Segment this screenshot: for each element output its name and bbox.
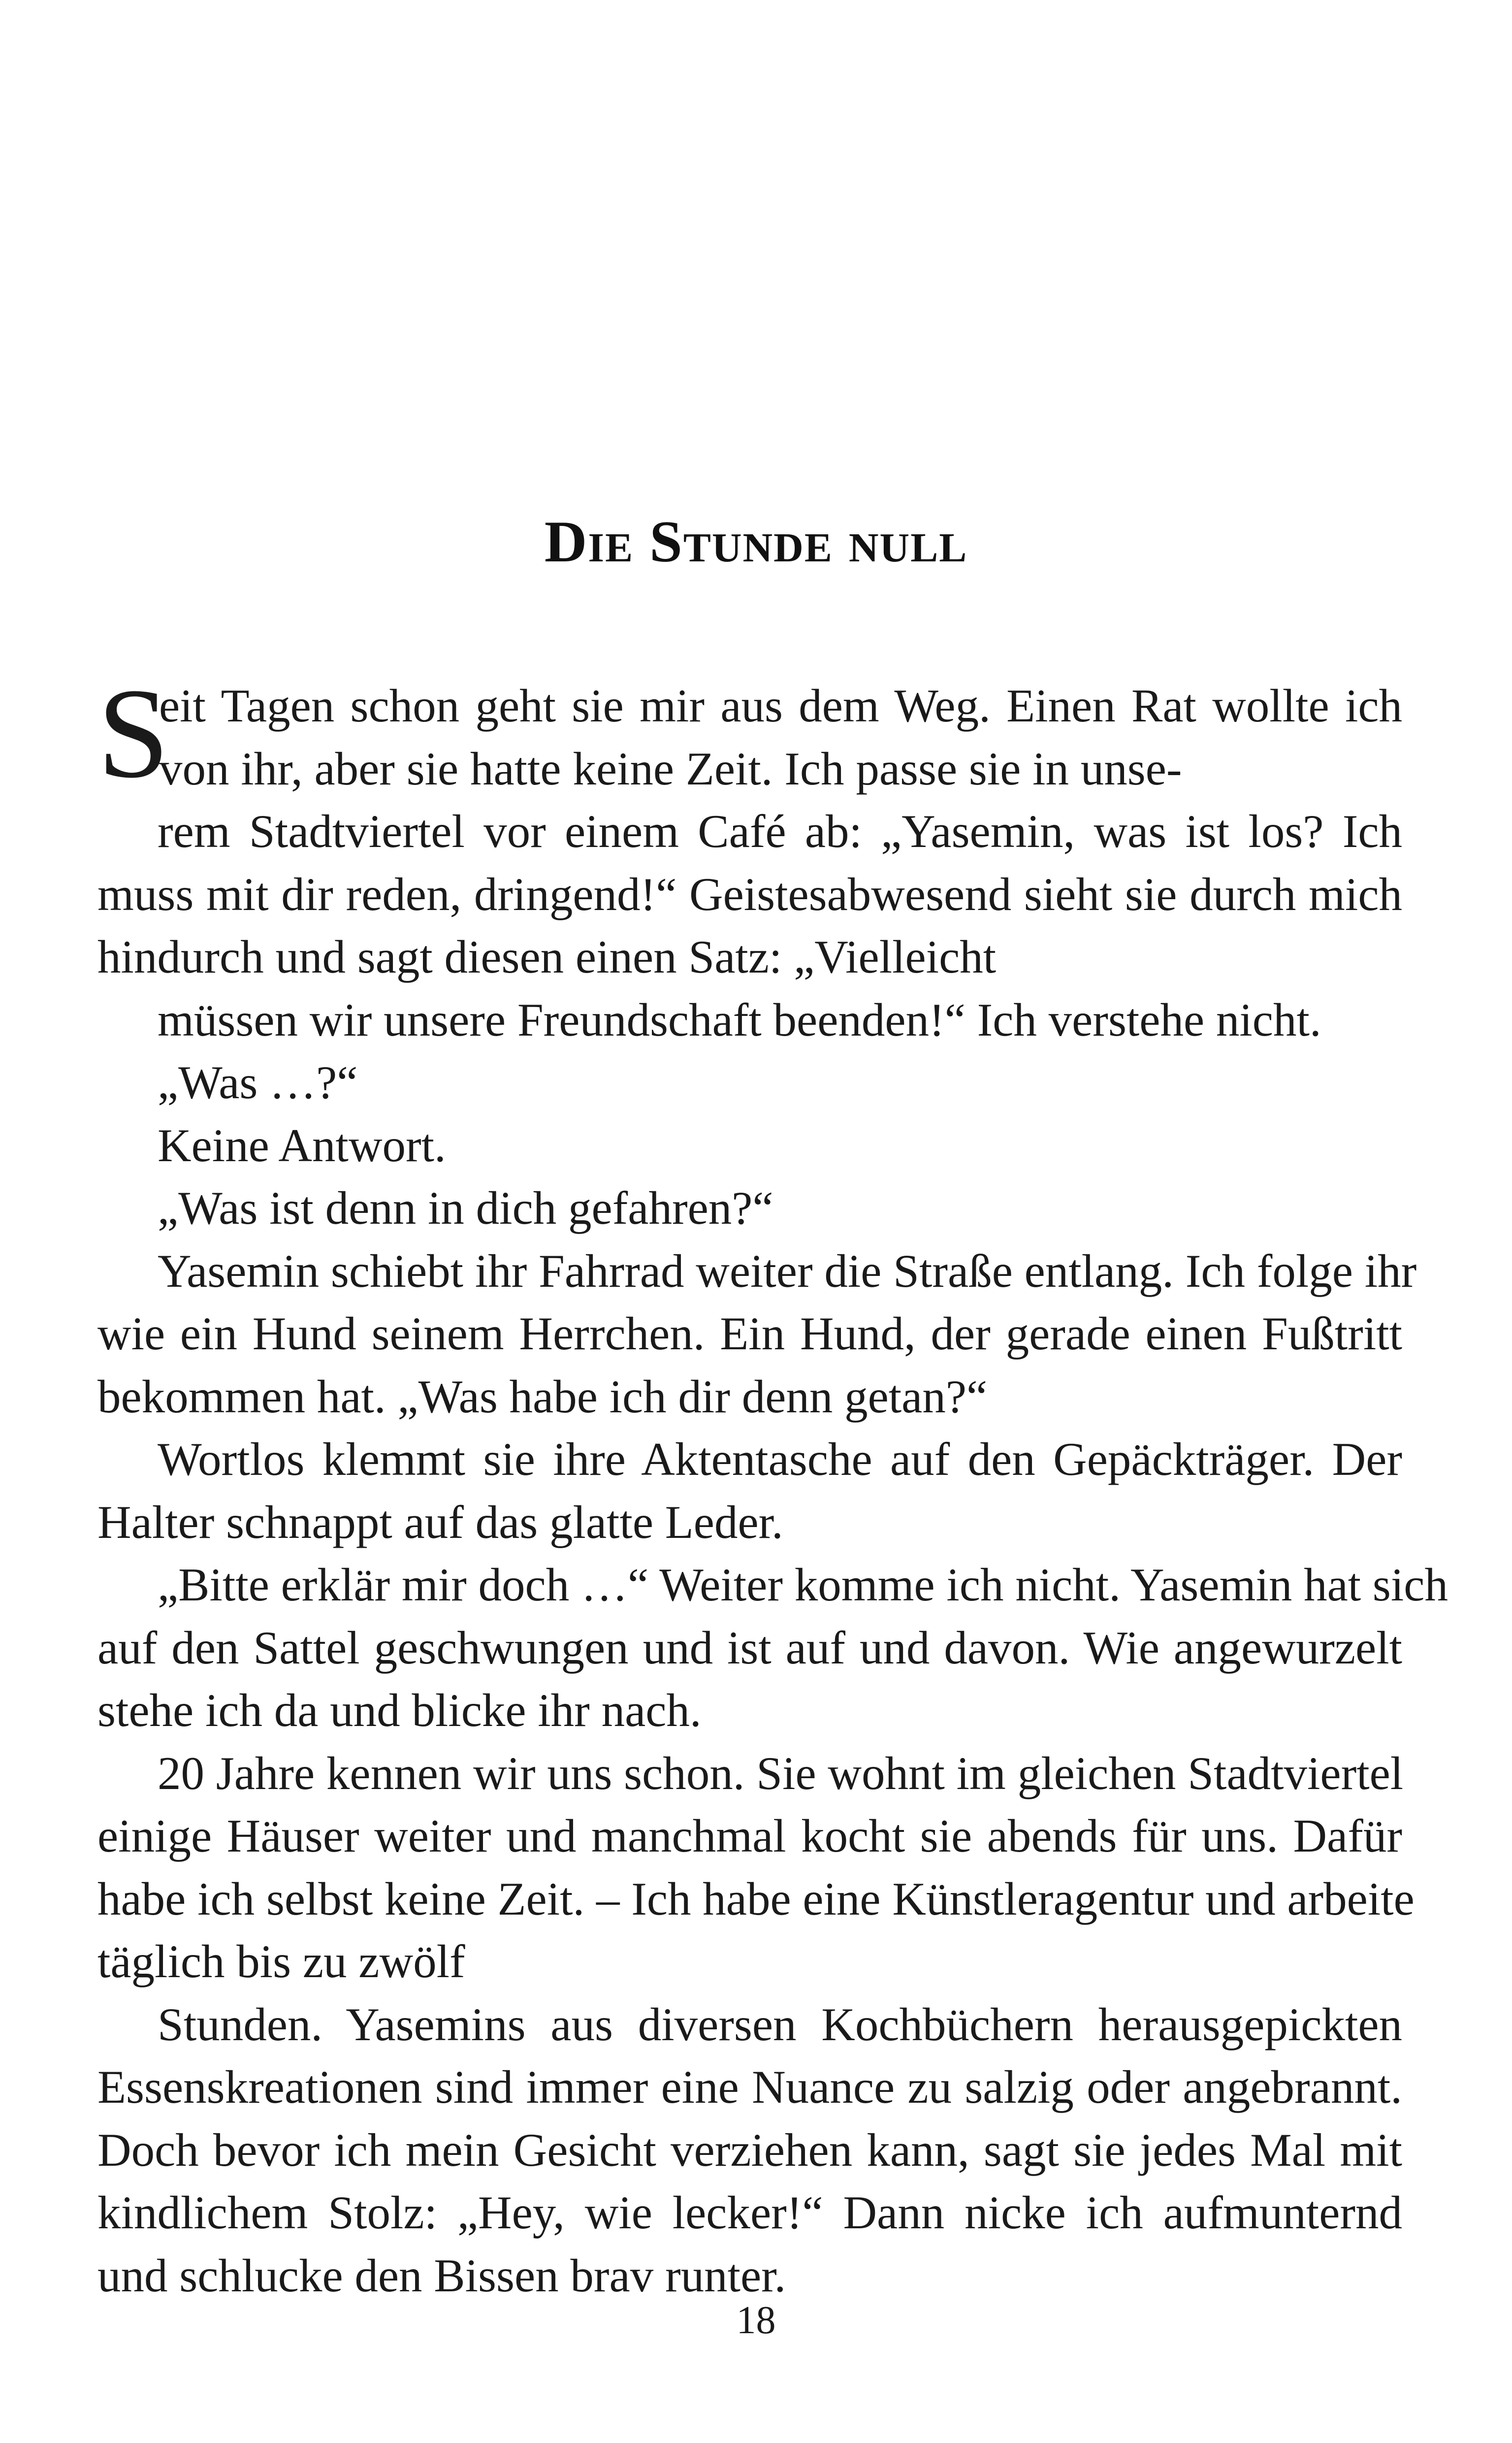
text-line: Essenskreationen sind immer eine Nuance zu salzig oder angebrannt. <box>97 2061 1402 2113</box>
text-line: Halter schnappt auf das glatte Leder. <box>97 1496 783 1548</box>
text-line: „Bitte erklär mir doch …“ Weiter komme ich nicht. Yasemin hat sich <box>158 1559 1448 1611</box>
text-line: täglich bis zu zwölf <box>97 1935 465 1987</box>
text-line: „Was ist denn in dich gefahren?“ <box>158 1182 773 1234</box>
text-line: 20 Jahre kennen wir uns schon. Sie wohnt im gleichen Stadtviertel <box>158 1747 1404 1799</box>
drop-cap: S <box>97 662 169 805</box>
text-line: wie ein Hund seinem Herrchen. Ein Hund, der gerade einen Fußtritt <box>97 1307 1402 1360</box>
page-number: 18 <box>736 2299 776 2342</box>
text-line: von ihr, aber sie hatte keine Zeit. Ich passe sie in unse- <box>159 742 1182 795</box>
chapter-body <box>97 662 1448 2307</box>
text-line: kindlichem Stolz: „Hey, wie lecker!“ Dann nicke ich aufmunternd <box>97 2186 1402 2239</box>
text-line: müssen wir unsere Freundschaft beenden!“ Ich verstehe nicht. <box>158 993 1321 1046</box>
text-line: Keine Antwort. <box>158 1119 446 1172</box>
text-line: Doch bevor ich mein Gesicht verziehen kann, sagt sie jedes Mal mit <box>97 2123 1402 2176</box>
text-line: habe ich selbst keine Zeit. – Ich habe eine Künstleragentur und arbeite <box>97 1872 1415 1925</box>
text-line: auf den Sattel geschwungen und ist auf und davon. Wie angewurzelt <box>97 1621 1402 1674</box>
text-line: „Was …?“ <box>158 1056 358 1108</box>
text-line: hindurch und sagt diesen einen Satz: „Vielleicht <box>97 931 997 983</box>
text-line: einige Häuser weiter und manchmal kocht sie abends für uns. Dafür <box>97 1810 1402 1862</box>
text-line: Wortlos klemmt sie ihre Aktentasche auf den Gepäckträger. Der <box>158 1433 1402 1485</box>
text-line: Yasemin schiebt ihr Fahrrad weiter die Straße entlang. Ich folge ihr <box>158 1244 1417 1297</box>
text-line: eit Tagen schon geht sie mir aus dem Weg. Einen Rat wollte ich <box>159 680 1402 732</box>
text-line: und schlucke den Bissen brav runter. <box>97 2249 786 2302</box>
text-line: stehe ich da und blicke ihr nach. <box>97 1684 702 1736</box>
text-line: rem Stadtviertel vor einem Café ab: „Yasemin, was ist los? Ich <box>158 805 1402 857</box>
text-line: muss mit dir reden, dringend!“ Geistesabwesend sieht sie durch mich <box>97 868 1402 920</box>
text-line: Stunden. Yasemins aus diversen Kochbüchern herausgepickten <box>158 1998 1402 2051</box>
chapter-title: Die Stunde null <box>544 509 968 575</box>
opening-paragraph <box>97 662 1402 805</box>
text-line: bekommen hat. „Was habe ich dir denn getan?“ <box>97 1370 988 1423</box>
